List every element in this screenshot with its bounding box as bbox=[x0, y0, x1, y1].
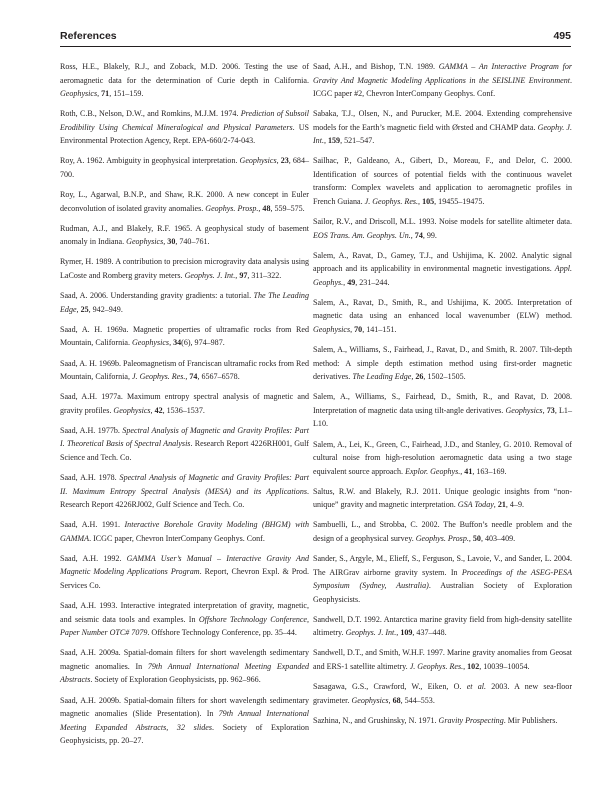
reference-volume: 109 bbox=[400, 628, 413, 638]
reference-volume: 50 bbox=[472, 533, 481, 543]
reference-text: , bbox=[463, 661, 468, 671]
reference-text: Roth, C.B., Nelson, D.W., and Romkins, M.J.M. 1974. bbox=[60, 109, 241, 119]
reference-volume: 159 bbox=[327, 136, 341, 146]
reference-italic-text: Geophysics bbox=[126, 237, 164, 247]
reference-volume: 105 bbox=[422, 196, 435, 206]
reference-volume: 30 bbox=[167, 237, 176, 247]
reference-text: , 151–159. bbox=[109, 89, 144, 98]
reference-volume: 21 bbox=[497, 500, 506, 510]
reference-italic-text: Geophy. J. Int. bbox=[313, 122, 573, 146]
reference-entry bbox=[313, 390, 572, 431]
reference-text: . Research Report 4226RJ002, Gulf Science and Tech. Co. bbox=[60, 486, 309, 510]
reference-volume: 97 bbox=[239, 270, 248, 280]
reference-volume: 23 bbox=[280, 156, 289, 166]
reference-volume: 42 bbox=[154, 405, 163, 415]
reference-italic-text: Geophysics bbox=[60, 89, 98, 98]
reference-italic-text: Gravity Prospecting bbox=[438, 715, 504, 725]
reference-text: Saad, A.H., and Bishop, T.N. 1989. bbox=[313, 62, 439, 71]
reference-volume: 48 bbox=[262, 203, 271, 213]
reference-entry bbox=[313, 154, 572, 208]
reference-text: Saad, A. 2006. Understanding gravity gradients: a tutorial. bbox=[60, 291, 254, 301]
reference-text: . Australian Society of Exploration Geophysicists. bbox=[313, 581, 572, 604]
reference-text: , bbox=[323, 136, 328, 146]
reference-entry bbox=[60, 357, 309, 384]
reference-text: (6), 974–987. bbox=[181, 338, 225, 348]
reference-italic-text: Spectral Analysis of Magnetic and Gravity Profiles: Part I. Theoretical Basis of Spectral Analysis bbox=[60, 425, 309, 449]
reference-italic-text: et al. bbox=[466, 682, 487, 692]
reference-text: , 521–547. bbox=[340, 136, 375, 146]
reference-text: Sasagawa, G.S., Crawford, W., Eiken, O. bbox=[313, 682, 467, 692]
reference-text: , 684–700. bbox=[60, 156, 309, 179]
reference-text: , bbox=[388, 695, 393, 705]
reference-entry bbox=[313, 215, 572, 242]
reference-text: Sailhac, P., Galdeano, A., Gibert, D., Moreau, F., and Delor, C. 2000. Identification of sources of potential fields with the continuous wavelet transform: Complex wavelets and application to aeromagnetic profiles in French Guiana. bbox=[313, 156, 572, 206]
reference-italic-text: Interactive Borehole Gravity Modeling (BHGM) with GAMMA bbox=[60, 520, 309, 543]
reference-text: Salem, A., Ravat, D., Smith, R., and Ushijima, K. 2005. Interpretation of magnetic data using an enhanced local wavenumber (ELW) method. bbox=[313, 297, 572, 321]
reference-italic-text: Explor. Geophys. bbox=[405, 466, 461, 476]
reference-text: , 6567–6578. bbox=[197, 372, 240, 381]
reference-entry bbox=[60, 390, 309, 417]
reference-text: , bbox=[258, 203, 263, 213]
reference-text: Saad, A.H. 1978. bbox=[60, 473, 120, 483]
reference-text: , bbox=[410, 230, 415, 240]
reference-text: Sambuelli, L., and Strobba, C. 2002. The Buffon’s needle problem and the design of a geophysical survey. bbox=[313, 520, 572, 543]
reference-text: , bbox=[542, 405, 547, 415]
reference-text: , bbox=[276, 156, 281, 166]
reference-italic-text: Offshore Technology Conference, Paper Number OTC# 7079 bbox=[60, 614, 309, 638]
reference-italic-text: 79th Annual International Meeting Expanded Abstracts, 32 slides bbox=[60, 709, 309, 732]
reference-volume: 68 bbox=[392, 695, 401, 705]
reference-text: , bbox=[150, 405, 155, 415]
reference-text: Saltus, R.W. and Blakely, R.J. 2011. Unique geologic insights from “non-unique” gravity and magnetic interpretation. bbox=[313, 486, 572, 510]
reference-text: , 559–575. bbox=[270, 203, 305, 213]
reference-text: Salem, A., Lei, K., Green, C., Fairhead, J.D., and Stanley, G. 2010. Removal of cultural noise from high-resolution aeromagnetic data using a two stage equivalent source approach. bbox=[313, 439, 572, 476]
reference-entry bbox=[60, 646, 309, 687]
reference-text: Sazhina, N., and Grushinsky, N. 1971. bbox=[313, 715, 439, 725]
references-right-column bbox=[313, 60, 572, 734]
reference-entry bbox=[60, 599, 309, 640]
reference-entry bbox=[60, 694, 309, 748]
reference-italic-text: 79th Annual International Meeting Expanded Abstracts bbox=[60, 661, 309, 685]
reference-text: Saad, A. H. 1969a. Magnetic properties of ultramafic rocks from Red Mountain, California. bbox=[60, 324, 309, 348]
reference-text: , 403–409. bbox=[480, 533, 516, 543]
reference-entry bbox=[313, 552, 572, 606]
reference-italic-text: Geophys. J. Int. bbox=[345, 628, 397, 638]
reference-text: Saad, A.H. 1992. bbox=[60, 553, 127, 563]
reference-italic-text: The The Leading Edge bbox=[60, 291, 309, 314]
reference-italic-text: Proceedings of the ASEG-PESA Symposium (Sydney, Australia) bbox=[313, 567, 572, 591]
reference-text: . Offshore Technology Conference, pp. 35–44. bbox=[147, 628, 297, 638]
reference-text: , L1–L10. bbox=[313, 405, 572, 429]
reference-italic-text: Geophysics bbox=[351, 695, 389, 705]
reference-italic-text: The Leading Edge bbox=[352, 372, 412, 382]
reference-entry bbox=[313, 485, 572, 512]
section-title: References bbox=[60, 30, 117, 42]
reference-entry bbox=[313, 107, 572, 148]
header-rule bbox=[60, 46, 571, 47]
reference-text: , bbox=[411, 372, 416, 382]
reference-text: . ICGC paper #2, Chevron InterCompany Geophys. Conf. bbox=[313, 75, 572, 98]
reference-text: Sander, S., Argyle, M., Elieff, S., Ferguson, S., Lavoie, V., and Sander, L. 2004. The AIRGrav airborne gravity system. In bbox=[313, 554, 572, 577]
reference-entry bbox=[60, 255, 309, 282]
reference-italic-text: GSA Today bbox=[457, 500, 494, 510]
reference-volume: 73 bbox=[546, 405, 555, 415]
reference-text: , bbox=[418, 196, 423, 206]
reference-entry bbox=[60, 222, 309, 249]
reference-italic-text: J. Geophys. Res. bbox=[409, 661, 464, 671]
reference-volume: 71 bbox=[101, 89, 110, 98]
reference-italic-text: Geophysics bbox=[313, 324, 351, 334]
reference-text: , bbox=[468, 533, 473, 543]
reference-volume: 74 bbox=[414, 230, 423, 240]
reference-text: . Society of Exploration Geophysicists, pp. 962–966. bbox=[90, 675, 261, 685]
reference-text: Saad, A.H. 1977a. Maximum entropy spectral analysis of magnetic and gravity profiles. bbox=[60, 392, 309, 415]
reference-volume: 74 bbox=[189, 372, 198, 381]
reference-entry bbox=[60, 188, 309, 215]
reference-text: , bbox=[396, 628, 401, 638]
reference-entry bbox=[313, 296, 572, 337]
reference-text: , 1536–1537. bbox=[162, 405, 205, 415]
reference-text: . Report, Chevron Expl. & Prod. Services Co. bbox=[60, 567, 309, 590]
references-left-column bbox=[60, 60, 309, 754]
reference-text: Saad, A.H. 2009b. Spatial-domain filters for short wavelength sedimentary magnetic anomalies (Slide Presentation). In bbox=[60, 695, 309, 718]
reference-text: . US Environmental Protection Agency, Rept. EPA-660/2-74-043. bbox=[60, 122, 309, 146]
reference-italic-text: Geophys. Prosp. bbox=[415, 533, 469, 543]
reference-text: Rymer, H. 1989. A contribution to precision microgravity data analysis using LaCoste and Romberg gravity meters. bbox=[60, 257, 309, 280]
reference-text: . ICGC paper, Chevron InterCompany Geophys. Conf. bbox=[89, 533, 265, 543]
reference-text: Salem, A., Ravat, D., Gamey, T.J., and Ushijima, K. 2002. Analytic signal approach and its applicability in environmental magnetic investigations. bbox=[313, 250, 572, 274]
reference-text: , 311–322. bbox=[247, 270, 282, 280]
reference-volume: 25 bbox=[80, 304, 89, 314]
reference-text: , 4–9. bbox=[505, 500, 524, 510]
reference-text: . Society of Exploration Geophysicists, pp. 20–27. bbox=[60, 722, 309, 745]
reference-text: Roy, A. 1962. Ambiguity in geophysical interpretation. bbox=[60, 156, 240, 166]
reference-entry bbox=[60, 107, 309, 148]
reference-text: Rudman, A.J., and Blakely, R.F. 1965. A geophysical study of basement anomaly in Indiana. bbox=[60, 223, 309, 247]
reference-italic-text: Geophysics bbox=[505, 405, 543, 415]
reference-text: , 163–169. bbox=[472, 466, 507, 476]
reference-text: , 141–151. bbox=[362, 324, 397, 334]
reference-entry bbox=[313, 680, 572, 707]
reference-text: , 231–244. bbox=[355, 277, 390, 287]
reference-text: , bbox=[350, 324, 355, 334]
reference-text: Saad, A. H. 1969b. Paleomagnetism of Franciscan ultramafic rocks from Red Mountain, California, bbox=[60, 358, 309, 381]
reference-italic-text: Geophysics bbox=[113, 405, 151, 415]
reference-text: Salem, A., Williams, S., Fairhead, J., Ravat, D., and Smith, R. 2007. Tilt-depth method: A simple depth estimation method using first-order magnetic derivatives. bbox=[313, 345, 572, 382]
reference-text: , bbox=[163, 237, 168, 247]
reference-text: , bbox=[343, 277, 348, 287]
reference-text: 2003. A new sea-floor gravimeter. bbox=[313, 682, 573, 705]
page-number: 495 bbox=[553, 30, 571, 42]
reference-entry bbox=[60, 424, 309, 465]
reference-text: Sandwell, D.T. 1992. Antarctica marine gravity field from high-density satellite altimetry. bbox=[313, 614, 572, 638]
reference-text: Saad, A.H. 1977b. bbox=[60, 425, 123, 435]
reference-volume: 34 bbox=[173, 338, 182, 348]
reference-italic-text: J. Geophys. Res. bbox=[364, 196, 419, 206]
reference-text: , bbox=[235, 270, 240, 280]
reference-entry bbox=[60, 518, 309, 545]
reference-italic-text: GAMMA User’s Manual – Interactive Gravity And Magnetic Modeling Applications Program bbox=[60, 553, 310, 577]
reference-entry bbox=[313, 613, 572, 640]
reference-text: , bbox=[460, 466, 465, 476]
reference-entry bbox=[313, 343, 572, 384]
reference-entry bbox=[313, 518, 572, 545]
reference-text: Saad, A.H. 2009a. Spatial-domain filters for short wavelength sedimentary magnetic anomalies. In bbox=[60, 648, 309, 671]
reference-italic-text: Geophysics bbox=[239, 156, 277, 166]
reference-text: . Mir Publishers. bbox=[503, 715, 558, 725]
reference-text: , 544–553. bbox=[400, 695, 435, 705]
reference-italic-text: GAMMA – An Interactive Program for Gravity And Magnetic Modeling Applications in the SEISLINE Environment bbox=[313, 62, 572, 85]
reference-text: Saad, A.H. 1991. bbox=[60, 520, 125, 530]
reference-entry bbox=[313, 249, 572, 290]
reference-entry bbox=[313, 714, 572, 728]
reference-text: , bbox=[493, 500, 498, 510]
running-header bbox=[60, 30, 571, 44]
reference-text: Saad, A.H. 1993. Interactive integrated interpretation of gravity, magnetic, and seismic data tools and examples. In bbox=[60, 601, 309, 624]
reference-volume: 41 bbox=[464, 466, 473, 476]
reference-italic-text: EOS Trans. Am. Geophys. Un. bbox=[313, 230, 411, 240]
reference-italic-text: Geophys. J. Int. bbox=[184, 270, 236, 280]
reference-volume: 102 bbox=[467, 661, 480, 671]
reference-entry bbox=[60, 471, 309, 512]
reference-entry bbox=[60, 289, 309, 316]
reference-italic-text: Prediction of Subsoil Erodibility Using Chemical Mineralogical and Physical Parameters bbox=[60, 109, 310, 132]
reference-italic-text: Spectral Analysis of Magnetic and Gravity Profiles: Part II. Maximum Entropy Spectral Analysis (MESA) and its Applications bbox=[60, 473, 309, 496]
reference-entry bbox=[313, 438, 572, 479]
reference-entry bbox=[60, 323, 309, 350]
reference-entry bbox=[60, 60, 309, 101]
reference-text: , bbox=[76, 304, 81, 314]
reference-text: Sailor, R.V., and Driscoll, M.L. 1993. Noise models for satellite altimeter data. bbox=[313, 217, 572, 227]
reference-text: , 99. bbox=[422, 230, 437, 240]
reference-text: Salem, A., Williams, S., Fairhead, D., Smith, R., and Ravat, D. 2008. Interpretation of magnetic data using tilt-angle derivatives. bbox=[313, 392, 572, 415]
reference-text: , 740–761. bbox=[175, 237, 210, 247]
reference-text: Sandwell, D.T., and Smith, W.H.F. 1997. Marine gravity anomalies from Geosat and ERS-1 satellite altimetry. bbox=[313, 648, 572, 671]
reference-entry bbox=[60, 552, 309, 593]
reference-italic-text: Geophys. Prosp. bbox=[205, 203, 259, 213]
reference-volume: 26 bbox=[415, 372, 424, 382]
reference-volume: 49 bbox=[347, 277, 356, 287]
reference-text: , bbox=[185, 372, 190, 381]
reference-text: , bbox=[169, 338, 174, 348]
reference-entry bbox=[60, 154, 309, 181]
reference-text: , 1502–1505. bbox=[423, 372, 466, 382]
reference-text: . Research Report 4226RH001, Gulf Science and Tech. Co. bbox=[60, 439, 309, 462]
reference-italic-text: Appl. Geophys. bbox=[313, 264, 572, 287]
reference-text: , 942–949. bbox=[88, 304, 123, 314]
reference-text: Sabaka, T.J., Olsen, N., and Purucker, M.E. 2004. Extending comprehensive models for the Earth’s magnetic field with Ørsted and CHAMP data. bbox=[313, 109, 572, 132]
reference-text: Roy, L., Agarwal, B.N.P., and Shaw, R.K. 2000. A new concept in Euler deconvolution of isolated gravity anomalies. bbox=[60, 190, 309, 213]
reference-text: , 10039–10054. bbox=[479, 661, 530, 671]
reference-text: , 19455–19475. bbox=[434, 196, 485, 206]
reference-italic-text: Geophysics bbox=[131, 338, 170, 348]
reference-text: , bbox=[97, 89, 102, 98]
reference-entry bbox=[313, 646, 572, 673]
reference-text: , 437–448. bbox=[412, 628, 447, 638]
reference-italic-text: J. Geophys. Res. bbox=[131, 372, 186, 381]
reference-entry bbox=[313, 60, 572, 101]
reference-text: Ross, H.E., Blakely, R.J., and Zoback, M.D. 2006. Testing the use of aeromagnetic data for the determination of Curie depth in California. bbox=[60, 62, 309, 85]
reference-volume: 70 bbox=[354, 324, 363, 334]
